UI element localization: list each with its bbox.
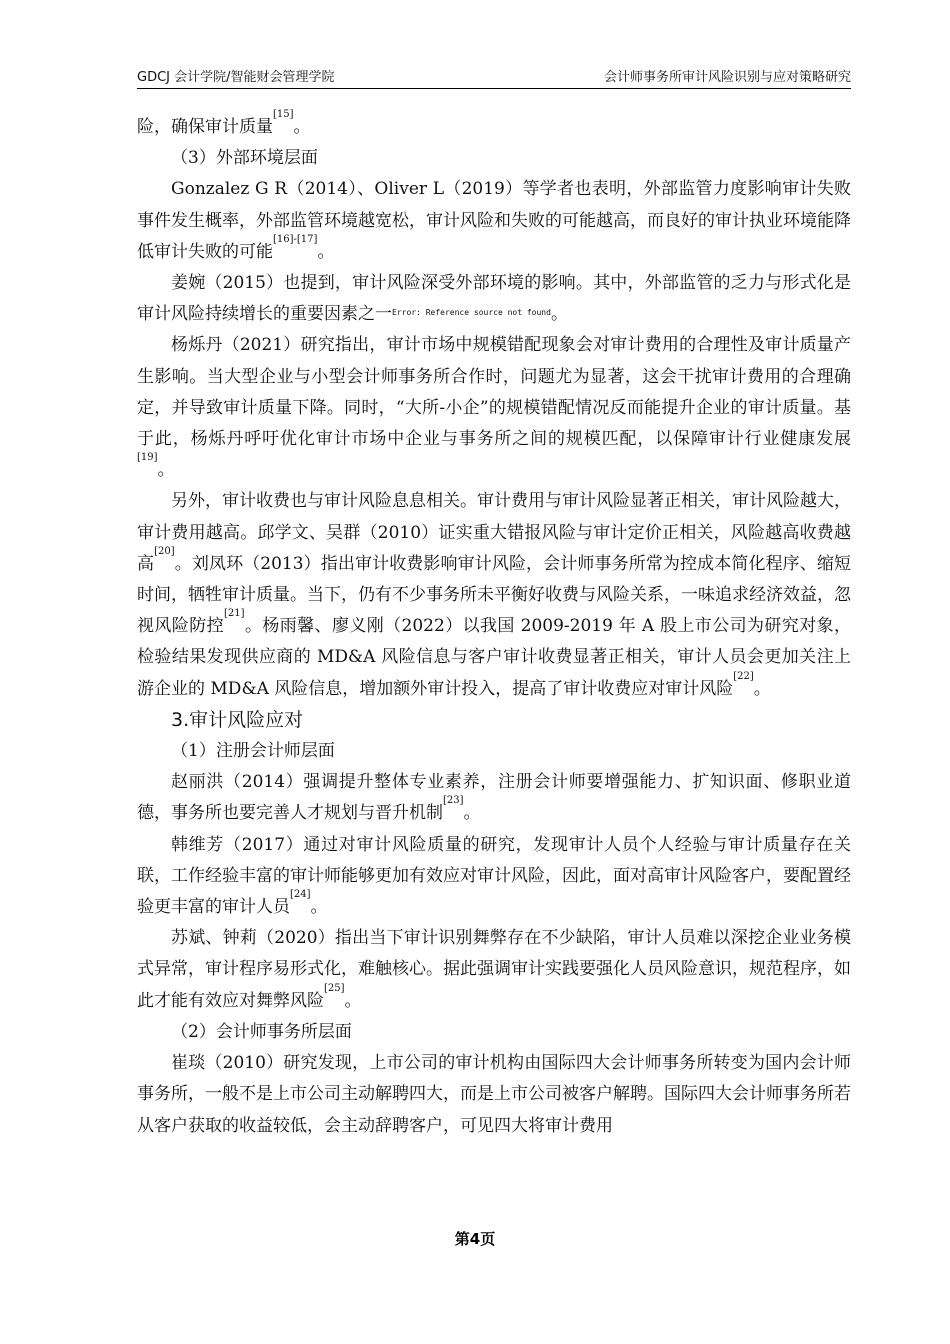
section-heading: 3.审计风险应对: [171, 708, 304, 731]
paragraph: 杨烁丹（2021）研究指出，审计市场中规模错配现象会对审计费用的合理性及审计质量产生影响。当大型企业与小型会计师事务所合作时，问题尤为显著，这会干扰审计费用的合理确定，并导致审计质量下降。同时，“大所-小企”的规模错配情况反而能提升企业的审计质量。基于此，杨烁丹呼吁优化审计市场中企业与事务所之间的规模匹配，以保障审计行业健康发展[19]。: [137, 335, 851, 481]
page-header: [137, 64, 851, 89]
body-text: [137, 109, 851, 1142]
citation[interactable]: [25]: [324, 982, 345, 994]
citation[interactable]: [16]-[17]: [273, 233, 318, 245]
citation[interactable]: [15]: [273, 109, 294, 120]
paragraph: 险，确保审计质量[15]。: [137, 109, 311, 137]
citation[interactable]: [22]: [733, 670, 754, 682]
subsection-heading: （2）会计师事务所层面: [171, 1021, 352, 1042]
header-title: 会计师事务所审计风险识别与应对策略研究: [603, 70, 851, 85]
citation[interactable]: [20]: [154, 545, 175, 557]
subsection-heading: （3）外部环境层面: [171, 148, 318, 169]
paragraph: 另外，审计收费也与审计风险息息相关。审计费用与审计风险显著正相关，审计风险越大，审计费用越高。邱学文、吴群（2010）证实重大错报风险与审计定价正相关，风险越高收费越高[20]。刘凤环（2013）指出审计收费影响审计风险，会计师事务所常为控成本简化程序、缩短时间，牺牲审计质量。当下，仍有不少事务所未平衡好收费与风险关系，一味追求经济效益，忽视风险防控[21]。杨雨馨、廖义刚（2022）以我国 2009-2019 年 A 股上市公司为研究对象，检验结果发现供应商的 MD&A 风险信息与客户审计收费显著正相关，审计人员会更加关注上游企业的 MD&A 风险信息，增加额外审计投入，提高了审计收费应对审计风险[22]。: [137, 491, 851, 699]
page-number: 第4页: [454, 1230, 496, 1248]
citation[interactable]: [24]: [290, 889, 311, 901]
citation[interactable]: [23]: [443, 795, 464, 807]
paragraph: 姜婉（2015）也提到，审计风险深受外部环境的影响。其中，外部监管的乏力与形式化是审计风险持续增长的重要因素之一$^{Error: Reference source not found}$。: [137, 273, 851, 325]
citation[interactable]: [19]: [137, 452, 158, 464]
header-school: GDCJ 会计学院/智能财会管理学院: [137, 70, 335, 85]
subsection-heading: （1）注册会计师层面: [171, 741, 335, 762]
paragraph: 崔琰（2010）研究发现，上市公司的审计机构由国际四大会计师事务所转变为国内会计师事务所，一般不是上市公司主动解聘四大，而是上市公司被客户解聘。国际四大会计师事务所若从客户获取的收益较低，会主动辞聘客户，可见四大将审计费用: [137, 1053, 851, 1136]
reference-error: Error: Reference source not found: [392, 308, 551, 318]
citation[interactable]: [21]: [224, 608, 245, 620]
paragraph: Gonzalez G R（2014）、Oliver L（2019）等学者也表明，外部监管力度影响审计失败事件发生概率，外部监管环境越宽松，审计风险和失败的可能越高，而良好的审计执业环境能降低审计失败的可能[16]-[17]。: [137, 179, 851, 262]
paragraph: 韩维芳（2017）通过对审计风险质量的研究，发现审计人员个人经验与审计质量存在关联，工作经验丰富的审计师能够更加有效应对审计风险，因此，面对高审计风险客户，要配置经验更丰富的审计人员[24]。: [137, 834, 851, 918]
paragraph: 苏斌、钟莉（2020）指出当下审计识别舞弊存在不少缺陷，审计人员难以深挖企业业务模式异常，审计程序易形式化，难触核心。据此强调审计实践要强化人员风险意识，规范程序，如此才能有效应对舞弊风险[25]。: [137, 928, 851, 1011]
paragraph: 赵丽洪（2014）强调提升整体专业素养，注册会计师要增强能力、扩知识面、修职业道德，事务所也要完善人才规划与晋升机制[23]。: [137, 772, 851, 824]
